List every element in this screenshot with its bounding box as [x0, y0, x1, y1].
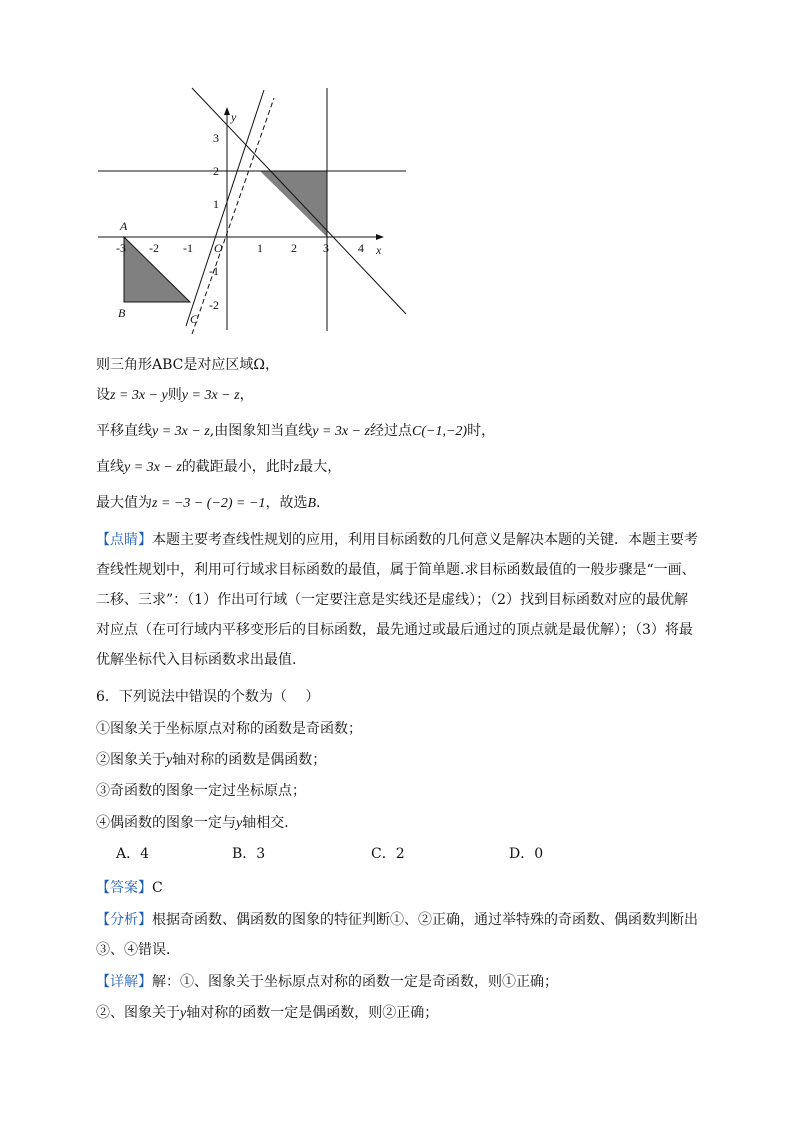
point-a-label: A — [120, 219, 128, 233]
detail-line-1: 【详解】解：①、图象关于坐标原点对称的函数一定是奇函数，则①正确； — [96, 974, 558, 990]
linear-programming-graph — [94, 84, 412, 334]
dianjing-paragraph: 【点睛】本题主要考查线性规划的应用，利用目标函数的几何意义是解决本题的关键．本题主要考查线性规划中，利用可行域求目标函数的最值，属于简单题.求目标函数最值的一般步骤是“一画、二移、三求”：（1）作出可行域（一定要注意是实线还是虚线）；（2）找到目标函数对应的最优解对应点（在可行域内平移变形后的目标函数，最先通过或最后通过的顶点就是最优解）；（3）将最优解坐标代入目标函数求出最值. — [96, 532, 698, 668]
x-axis-label: x — [376, 243, 382, 257]
answer-line: 【答案】C — [96, 880, 163, 896]
x-tick-label: 2 — [291, 241, 297, 255]
dashed-objective-line — [192, 98, 274, 334]
question-6-title: 6．下列说法中错误的个数为（ ） — [96, 689, 320, 705]
shaded-triangle-upper — [260, 171, 327, 237]
y-tick-label: 1 — [213, 197, 219, 211]
y-tick-label: 3 — [213, 131, 219, 145]
solution-line-2: 设z = 3x − y则y = 3x − z， — [96, 387, 254, 403]
y-axis-arrow — [224, 107, 230, 115]
x-tick-label: 1 — [257, 241, 263, 255]
y-tick-label: -2 — [209, 298, 219, 312]
solution-line-5: 最大值为z = −3 − (−2) = −1，故选B. — [96, 495, 321, 511]
y-tick-label: -1 — [209, 264, 219, 278]
dianjing-tag: 【点睛】 — [96, 532, 152, 548]
solution-line-1: 则三角形ABC是对应区域Ω， — [96, 357, 279, 373]
line-slope-3 — [186, 90, 264, 326]
point-c-label: C — [190, 312, 199, 326]
x-tick-label: -2 — [149, 241, 159, 255]
option-d: D．0 — [509, 846, 544, 862]
detail-tag: 【详解】 — [96, 974, 152, 990]
statement-1: ①图象关于坐标原点对称的函数是奇函数； — [96, 721, 362, 737]
statement-3: ③奇函数的图象一定过坐标原点； — [96, 783, 306, 799]
x-tick-label: -3 — [116, 241, 126, 255]
analysis-paragraph: 【分析】根据奇函数、偶函数的图象的特征判断①、②正确，通过举特殊的奇函数、偶函数判断出③、④错误． — [96, 912, 698, 958]
solution-line-4: 直线y = 3x − z的截距最小，此时z最大， — [96, 459, 342, 475]
detail-line-2: ②、图象关于y轴对称的函数一定是偶函数，则②正确； — [96, 1005, 439, 1021]
analysis-tag: 【分析】 — [96, 912, 152, 928]
option-b: B．3 — [232, 846, 266, 862]
option-a: A．4 — [116, 846, 150, 862]
point-b-label: B — [118, 306, 126, 320]
y-tick-label: 2 — [213, 164, 219, 178]
statement-4: ④偶函数的图象一定与y轴相交． — [96, 815, 299, 831]
y-axis-label: y — [231, 110, 237, 124]
x-axis-arrow — [376, 234, 384, 240]
statement-2: ②图象关于y轴对称的函数是偶函数； — [96, 752, 327, 768]
option-c: C．2 — [371, 846, 405, 862]
origin-label: O — [214, 241, 223, 255]
line-slope-minus1 — [192, 88, 406, 314]
answer-tag: 【答案】 — [96, 880, 152, 896]
x-tick-label: 3 — [323, 241, 329, 255]
solution-line-3: 平移直线y = 3x − z,由图象知当直线y = 3x − z经过点C(−1,−2)时， — [96, 423, 496, 439]
x-tick-label: 4 — [358, 241, 364, 255]
x-tick-label: -1 — [183, 241, 193, 255]
